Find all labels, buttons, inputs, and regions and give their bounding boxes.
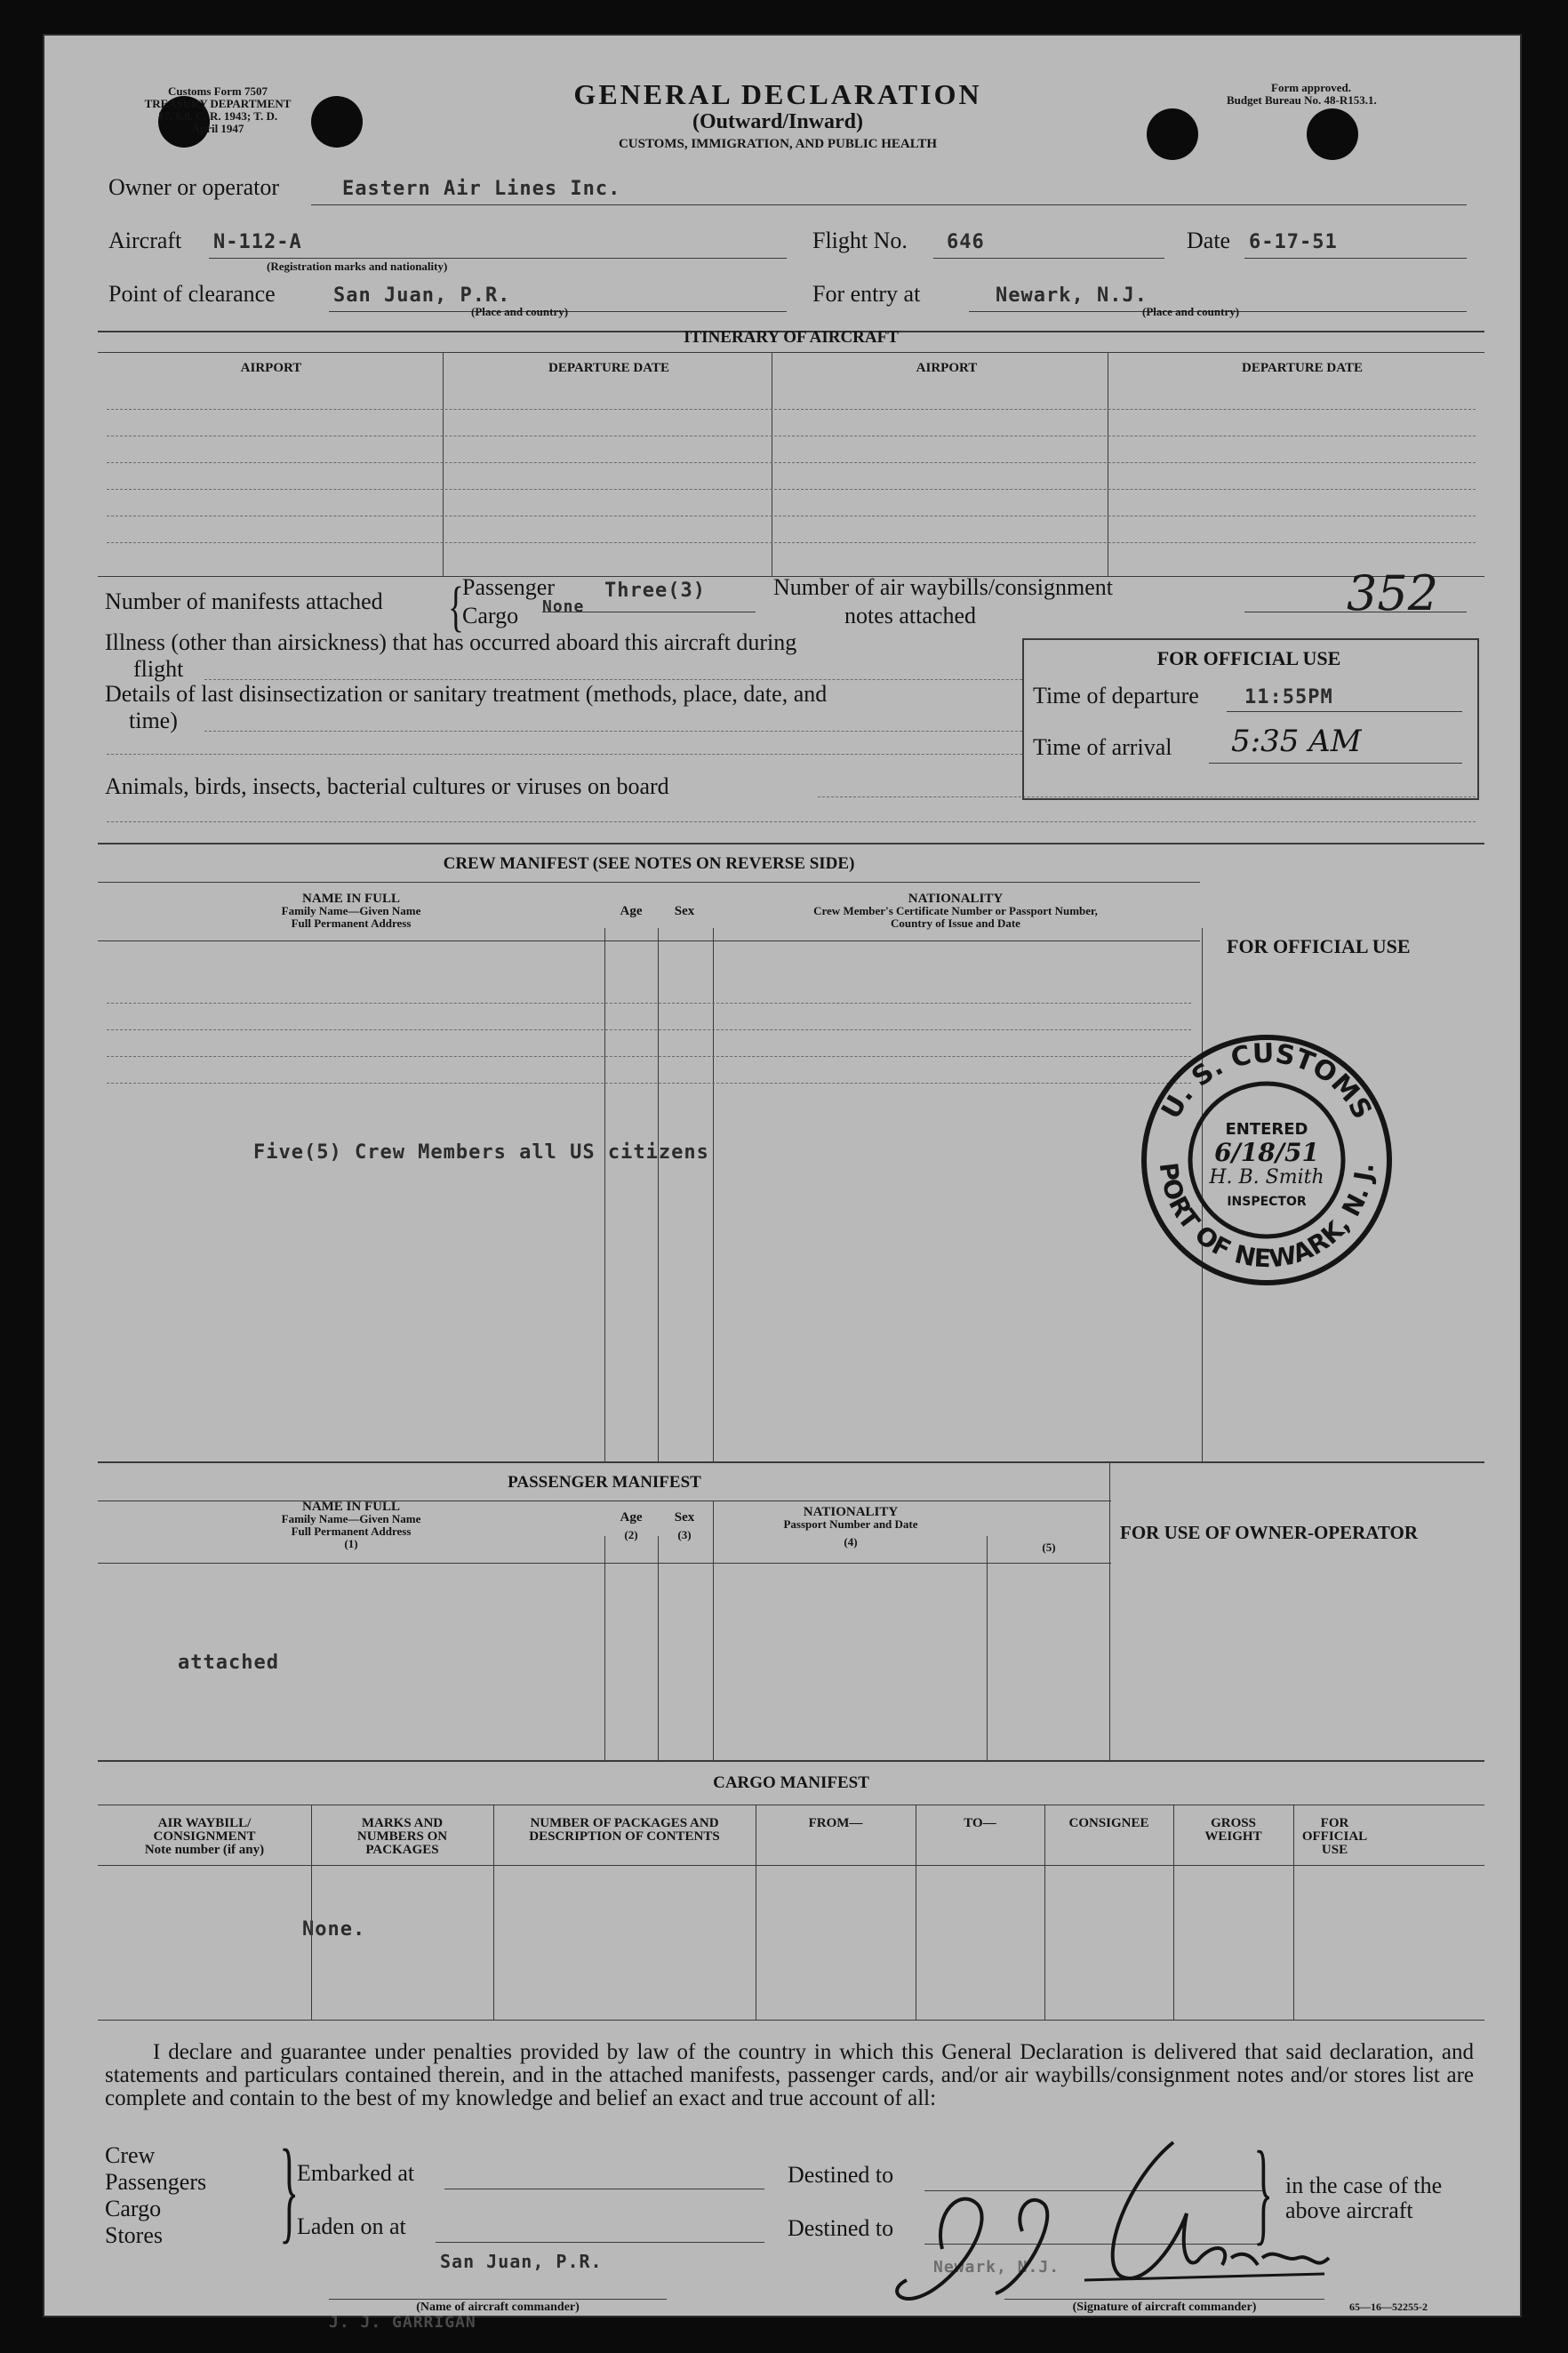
crew-row-line	[107, 1083, 1191, 1084]
official-use-title: FOR OFFICIAL USE	[1156, 647, 1341, 669]
flight-label: Flight No.	[812, 228, 908, 253]
cargo-entry: None.	[302, 1918, 366, 1941]
crew-header-border	[98, 940, 1200, 941]
crew-divider	[604, 928, 605, 1461]
signature-line	[1004, 2299, 1324, 2300]
cargo-col-header-line: WEIGHT	[1204, 1829, 1262, 1844]
cargo-count-value: None	[542, 597, 585, 616]
passenger-col-sex	[658, 1511, 711, 1541]
approval-line: Budget Bureau No. 48-R153.1.	[1227, 93, 1377, 107]
laden-line	[436, 2242, 764, 2243]
stamp-entered: ENTERED	[1225, 1120, 1308, 1139]
cargo-col-header-line: PACKAGES	[365, 1843, 439, 1857]
disinsect-line	[204, 731, 1022, 732]
destined-label-2: Destined to	[788, 2215, 894, 2241]
crew-row-line	[107, 1056, 1191, 1057]
itinerary-col-departure-2: DEPARTURE DATE	[1241, 361, 1363, 375]
passenger-col-sex-line: Sex	[674, 1510, 695, 1525]
crew-top-border	[98, 843, 1484, 844]
cargo-col-header-line: TO—	[964, 1816, 996, 1830]
itinerary-col-airport-2: AIRPORT	[916, 361, 978, 375]
stamp-inspector-signature: H. B. Smith	[1209, 1166, 1324, 1189]
aircraft-hint: (Registration marks and nationality)	[267, 260, 448, 273]
arrival-time-line	[1209, 763, 1462, 764]
itinerary-row-line	[107, 409, 1476, 410]
entry-label: For entry at	[812, 281, 921, 307]
crew-col-name-line: Full Permanent Address	[291, 916, 412, 930]
passenger-divider	[604, 1536, 605, 1760]
clearance-hint: (Place and country)	[471, 305, 569, 318]
cargo-col-header-line: GROSS	[1211, 1816, 1256, 1830]
owner-label: Owner or operator	[108, 174, 280, 200]
cargo-col-header-line: CONSIGNMENT	[153, 1829, 256, 1844]
page-subtitle-2: CUSTOMS, IMMIGRATION, AND PUBLIC HEALTH	[618, 137, 938, 151]
cargo-col-header-line: DESCRIPTION OF CONTENTS	[529, 1829, 720, 1844]
cargo-divider	[493, 1805, 494, 2020]
commander-caption: (Name of aircraft commander)	[416, 2301, 580, 2314]
cargo-col-header-line: AIR WAYBILL/	[157, 1816, 252, 1830]
waybills-value: 352	[1347, 565, 1439, 621]
destined-label: Destined to	[788, 2162, 894, 2188]
crew-divider	[713, 928, 714, 1461]
departure-time-label: Time of departure	[1033, 683, 1199, 708]
passenger-col-name-line: Full Permanent Address	[291, 1525, 412, 1538]
declaration-item: Crew	[105, 2142, 156, 2168]
date-line	[1244, 258, 1467, 259]
passenger-col-nat-line: (4)	[844, 1535, 858, 1549]
crew-col-nat-line: Country of Issue and Date	[891, 916, 1020, 930]
cargo-divider	[1293, 1805, 1294, 2020]
clearance-value: San Juan, P.R.	[333, 284, 511, 307]
stamp-date: 6/18/51	[1214, 1138, 1319, 1167]
crew-col-sex: Sex	[674, 904, 695, 918]
clearance-label: Point of clearance	[108, 281, 276, 307]
crew-col-name	[98, 892, 604, 930]
passenger-divider	[987, 1536, 988, 1760]
illness-line	[204, 679, 1022, 680]
passenger-col-name-line: NAME IN FULL	[301, 1500, 400, 1514]
cargo-col-header-line: OFFICIAL	[1301, 1829, 1368, 1844]
cargo-count-label: Cargo	[462, 603, 519, 628]
destined-value: Newark, N.J.	[933, 2258, 1060, 2277]
cargo-divider	[311, 1805, 312, 2020]
aircraft-line	[209, 258, 787, 259]
disinsect-label-2: time)	[129, 708, 178, 733]
illness-label: Illness (other than airsickness) that has occurred aboard this aircraft during	[105, 629, 797, 655]
form-id-line: TREASURY DEPARTMENT	[144, 97, 292, 110]
date-label: Date	[1187, 228, 1231, 253]
animals-line-2	[107, 821, 1476, 822]
signature-caption: (Signature of aircraft commander)	[1072, 2301, 1257, 2314]
passenger-count-label: Passenger	[462, 574, 555, 600]
form-id-block	[98, 85, 338, 135]
stamp-top-text: U. S. CUSTOMS	[1156, 1037, 1378, 1124]
crew-entry: Five(5) Crew Members all US citizens	[253, 1141, 709, 1164]
svg-text:U. S. CUSTOMS	[1156, 1038, 1378, 1124]
flight-line	[933, 258, 1164, 259]
declaration-item: Cargo	[105, 2196, 162, 2221]
case-label-2: above aircraft	[1285, 2197, 1413, 2223]
cargo-col-header-line: Note number (if any)	[144, 1843, 265, 1857]
crew-divider	[658, 928, 659, 1461]
cargo-top-border	[98, 1760, 1484, 1762]
flight-value: 646	[947, 231, 985, 253]
stamp-bottom-text: PORT OF NEWARK, N. J.	[1153, 1161, 1380, 1274]
crew-col-nat-line: Crew Member's Certificate Number or Passport Number,	[813, 904, 1098, 917]
form-id-line: §7, 6.8, C. R. 1943; T. D.	[157, 109, 278, 123]
cargo-col-header-line: USE	[1321, 1843, 1348, 1857]
form-id-line: Customs Form 7507	[168, 84, 268, 98]
passenger-col-nat-line: Passport Number and Date	[783, 1517, 918, 1531]
passenger-col-5: (5)	[1042, 1541, 1056, 1554]
crew-title-border	[98, 882, 1200, 883]
case-label: in the case of the	[1285, 2173, 1443, 2198]
cargo-col-header-line: CONSIGNEE	[1068, 1816, 1149, 1830]
laden-value: San Juan, P.R.	[440, 2251, 603, 2272]
itinerary-col-airport-1: AIRPORT	[240, 361, 302, 375]
crew-col-age: Age	[620, 904, 643, 918]
cargo-col-header-line: MARKS AND	[361, 1816, 444, 1830]
passenger-divider	[713, 1501, 714, 1760]
cargo-col-header	[493, 1817, 756, 1844]
passenger-col-nat-line: NATIONALITY	[803, 1505, 899, 1519]
approval-line: Form approved.	[1271, 81, 1352, 94]
passenger-col-name	[98, 1501, 604, 1550]
departure-time-line	[1227, 711, 1462, 712]
itinerary-row-line	[107, 542, 1476, 543]
customs-stamp	[1138, 1031, 1396, 1289]
crew-title: CREW MANIFEST (SEE NOTES ON REVERSE SIDE)	[443, 854, 855, 873]
arrival-time-value: 5:35 AM	[1231, 724, 1362, 759]
animals-label: Animals, birds, insects, bacterial cultures or viruses on board	[105, 773, 669, 799]
disinsect-label: Details of last disinsectization or sanitary treatment (methods, place, date, and	[105, 681, 828, 707]
cargo-col-header	[916, 1817, 1044, 1830]
cargo-title: CARGO MANIFEST	[713, 1773, 869, 1792]
entry-hint: (Place and country)	[1142, 305, 1240, 318]
aircraft-value: N-112-A	[213, 231, 302, 253]
crew-col-nationality	[720, 892, 1191, 930]
declaration-text: I declare and guarantee under penalties provided by law of the country in which this General Declaration is delivered that said declaration, and statements and particulars contained therein, and in the attached manifests, passenger cards, and/or air waybills/consignment notes and/or stores list are complete and contain to the best of my knowledge and belief an exact and true account of all:	[105, 2040, 1474, 2110]
cargo-header-border	[98, 1865, 1484, 1866]
disinsect-line-2	[107, 754, 1022, 755]
illness-label-2: flight	[133, 656, 184, 682]
page-subtitle: (Outward/Inward)	[692, 110, 863, 133]
signature-graphic	[880, 2125, 1342, 2311]
cargo-col-header	[98, 1817, 311, 1857]
manifests-label: Number of manifests attached	[105, 588, 383, 614]
passenger-col-name-line: (1)	[344, 1537, 358, 1550]
passenger-col-age	[604, 1511, 658, 1541]
laden-label: Laden on at	[297, 2213, 406, 2239]
crew-col-nat-line: NATIONALITY	[908, 892, 1004, 906]
passenger-col-age-line: Age	[620, 1510, 643, 1525]
document-page	[44, 36, 1520, 2332]
declaration-brace-right: }	[1253, 2128, 1274, 2256]
cargo-col-header-line: NUMBERS ON	[356, 1829, 448, 1844]
waybills-label: Number of air waybills/consignment	[773, 574, 1113, 600]
passenger-title: PASSENGER MANIFEST	[508, 1473, 701, 1492]
crew-row-line	[107, 1003, 1191, 1004]
declaration-item: Passengers	[105, 2169, 207, 2195]
itinerary-title-border	[98, 352, 1484, 353]
cargo-bottom-border	[98, 2020, 1484, 2021]
passenger-col-owner: FOR USE OF OWNER-OPERATOR	[1120, 1522, 1419, 1543]
arrival-time-label: Time of arrival	[1033, 734, 1172, 760]
passenger-divider-owner	[1109, 1461, 1110, 1760]
cargo-col-header	[1044, 1817, 1173, 1830]
punch-hole-right-2	[1307, 108, 1358, 160]
crew-row-line	[107, 1029, 1191, 1030]
passenger-count-value: Three(3)	[604, 580, 706, 602]
owner-value: Eastern Air Lines Inc.	[342, 178, 621, 200]
departure-time-value: 11:55PM	[1244, 686, 1333, 708]
declaration-brace-left: }	[279, 2126, 300, 2254]
aircraft-label: Aircraft	[108, 228, 182, 253]
passenger-col-nationality	[713, 1506, 988, 1549]
declaration-item: Stores	[105, 2222, 163, 2248]
page-title: GENERAL DECLARATION	[573, 78, 982, 110]
passenger-divider	[658, 1536, 659, 1760]
passenger-entry: attached	[178, 1652, 279, 1674]
print-code: 65—16—52255-2	[1349, 2301, 1428, 2313]
form-approval	[1227, 82, 1511, 107]
commander-name: J. J. GARRIGAN	[329, 2313, 476, 2332]
owner-line	[311, 204, 1467, 205]
punch-hole-right-1	[1147, 108, 1198, 160]
crew-col-official: FOR OFFICIAL USE	[1227, 935, 1411, 957]
cargo-divider	[1173, 1805, 1174, 2020]
itinerary-row-line	[107, 489, 1476, 490]
itinerary-title: ITINERARY OF AIRCRAFT	[684, 328, 899, 347]
form-id-line: April 1947	[191, 122, 244, 135]
passenger-col-sex-line: (3)	[677, 1528, 692, 1541]
waybills-label-2: notes attached	[844, 603, 976, 628]
declaration-items	[105, 2142, 206, 2249]
cargo-col-header	[756, 1817, 916, 1830]
crew-col-name-line: NAME IN FULL	[301, 892, 400, 906]
cargo-col-header	[1173, 1817, 1293, 1844]
cargo-col-header	[1293, 1817, 1376, 1857]
itinerary-col-departure-1: DEPARTURE DATE	[548, 361, 669, 375]
commander-name-line	[329, 2299, 667, 2300]
cargo-col-header-line: FROM—	[808, 1816, 863, 1830]
cargo-col-header-line: NUMBER OF PACKAGES AND	[530, 1816, 719, 1830]
entry-value: Newark, N.J.	[996, 284, 1148, 307]
cargo-divider	[1044, 1805, 1045, 2020]
stamp-inspector: INSPECTOR	[1227, 1195, 1307, 1209]
date-value: 6-17-51	[1249, 231, 1338, 253]
cargo-col-header-line: FOR	[1320, 1816, 1349, 1830]
cargo-col-header	[311, 1817, 493, 1857]
itinerary-row-line	[107, 462, 1476, 463]
passenger-col-age-line: (2)	[624, 1528, 638, 1541]
crew-col-name-line: Family Name—Given Name	[281, 904, 421, 917]
manifests-brace: {	[447, 577, 464, 637]
commander-signature	[880, 2125, 1342, 2311]
embarked-label: Embarked at	[297, 2160, 415, 2186]
passenger-col-name-line: Family Name—Given Name	[281, 1512, 421, 1525]
